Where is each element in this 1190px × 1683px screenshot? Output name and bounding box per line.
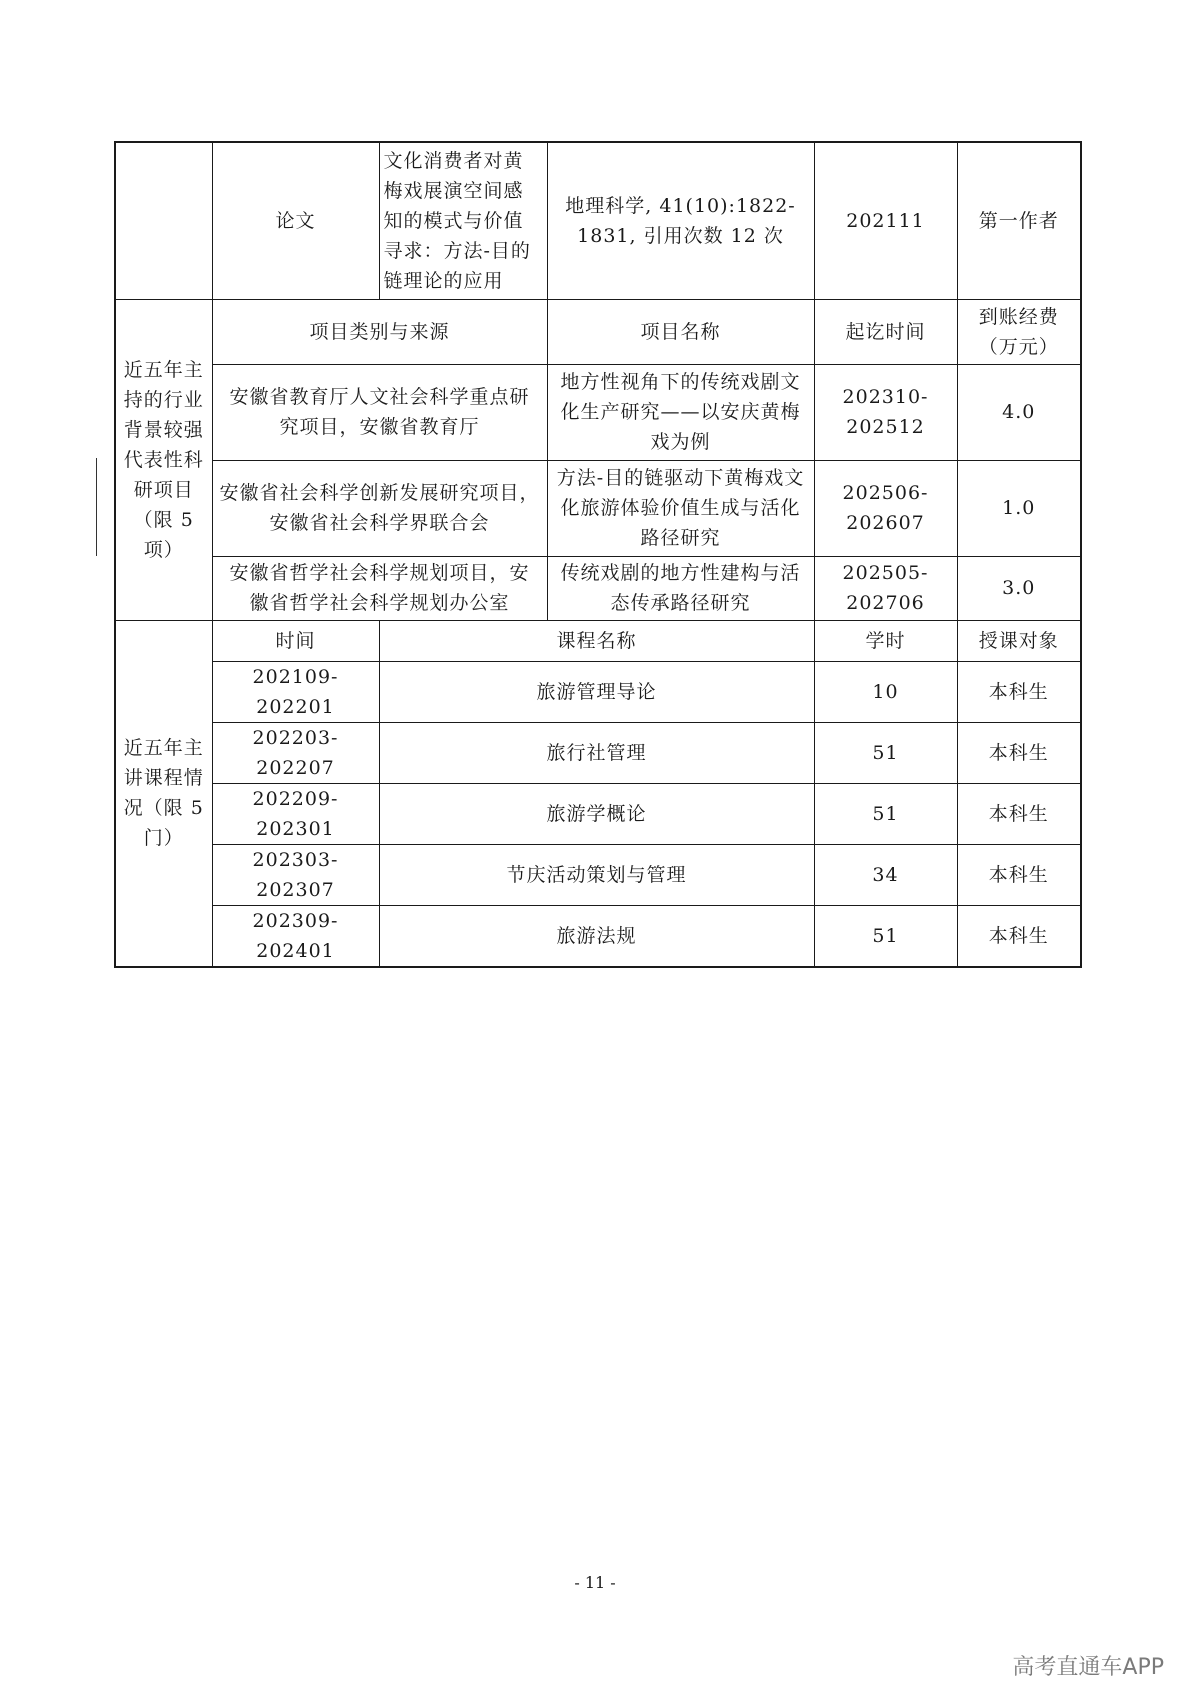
course-name: 旅游学概论 xyxy=(379,783,814,844)
project-row xyxy=(115,460,1081,556)
course-row xyxy=(115,783,1081,844)
course-time: 202109-202201 xyxy=(212,661,379,722)
course-audience: 本科生 xyxy=(957,661,1081,722)
course-row xyxy=(115,661,1081,722)
project-category: 安徽省社会科学创新发展研究项目，安徽省社会科学界联合会 xyxy=(212,460,547,556)
courses-header-time: 时间 xyxy=(212,620,379,661)
course-name: 旅游法规 xyxy=(379,905,814,967)
project-funds: 1.0 xyxy=(957,460,1081,556)
paper-source: 地理科学, 41(10):1822-1831, 引用次数 12 次 xyxy=(547,142,814,299)
project-name: 地方性视角下的传统戏剧文化生产研究——以安庆黄梅戏为例 xyxy=(547,364,814,460)
project-category: 安徽省哲学社会科学规划项目，安徽省哲学社会科学规划办公室 xyxy=(212,556,547,620)
course-hours: 51 xyxy=(814,783,957,844)
project-funds: 3.0 xyxy=(957,556,1081,620)
courses-header-hours: 学时 xyxy=(814,620,957,661)
projects-section-label: 近五年主持的行业背景较强代表性科研项目（限 5 项） xyxy=(115,299,212,620)
blank-cell xyxy=(115,142,212,299)
info-table xyxy=(114,141,1082,968)
project-row xyxy=(115,556,1081,620)
course-time: 202209-202301 xyxy=(212,783,379,844)
courses-header-name: 课程名称 xyxy=(379,620,814,661)
project-period: 202310-202512 xyxy=(814,364,957,460)
course-time: 202309-202401 xyxy=(212,905,379,967)
courses-header-row xyxy=(115,620,1081,661)
course-row xyxy=(115,905,1081,967)
course-name: 旅游管理导论 xyxy=(379,661,814,722)
paper-type: 论文 xyxy=(212,142,379,299)
project-category: 安徽省教育厅人文社会科学重点研究项目，安徽省教育厅 xyxy=(212,364,547,460)
paper-row xyxy=(115,142,1081,299)
page-number: - 11 - xyxy=(574,1573,616,1592)
project-row xyxy=(115,364,1081,460)
project-name: 方法-目的链驱动下黄梅戏文化旅游体验价值生成与活化路径研究 xyxy=(547,460,814,556)
course-time: 202303-202307 xyxy=(212,844,379,905)
projects-header-category: 项目类别与来源 xyxy=(212,299,547,364)
course-hours: 51 xyxy=(814,905,957,967)
project-period: 202506-202607 xyxy=(814,460,957,556)
project-name: 传统戏剧的地方性建构与活态传承路径研究 xyxy=(547,556,814,620)
course-audience: 本科生 xyxy=(957,905,1081,967)
course-audience: 本科生 xyxy=(957,844,1081,905)
watermark: 高考直通车APP xyxy=(1012,1655,1164,1680)
project-period: 202505-202706 xyxy=(814,556,957,620)
project-funds: 4.0 xyxy=(957,364,1081,460)
course-time: 202203-202207 xyxy=(212,722,379,783)
course-audience: 本科生 xyxy=(957,722,1081,783)
projects-header-funds: 到账经费（万元） xyxy=(957,299,1081,364)
course-row xyxy=(115,844,1081,905)
course-name: 节庆活动策划与管理 xyxy=(379,844,814,905)
courses-section-label: 近五年主讲课程情况（限 5 门） xyxy=(115,620,212,967)
projects-header-row xyxy=(115,299,1081,364)
paper-title: 文化消费者对黄梅戏展演空间感知的模式与价值寻求：方法-目的链理论的应用 xyxy=(379,142,547,299)
course-name: 旅行社管理 xyxy=(379,722,814,783)
courses-header-audience: 授课对象 xyxy=(957,620,1081,661)
course-audience: 本科生 xyxy=(957,783,1081,844)
projects-header-period: 起讫时间 xyxy=(814,299,957,364)
paper-role: 第一作者 xyxy=(957,142,1081,299)
margin-line xyxy=(96,458,97,556)
course-hours: 10 xyxy=(814,661,957,722)
course-hours: 34 xyxy=(814,844,957,905)
projects-header-name: 项目名称 xyxy=(547,299,814,364)
course-row xyxy=(115,722,1081,783)
course-hours: 51 xyxy=(814,722,957,783)
paper-date: 202111 xyxy=(814,142,957,299)
